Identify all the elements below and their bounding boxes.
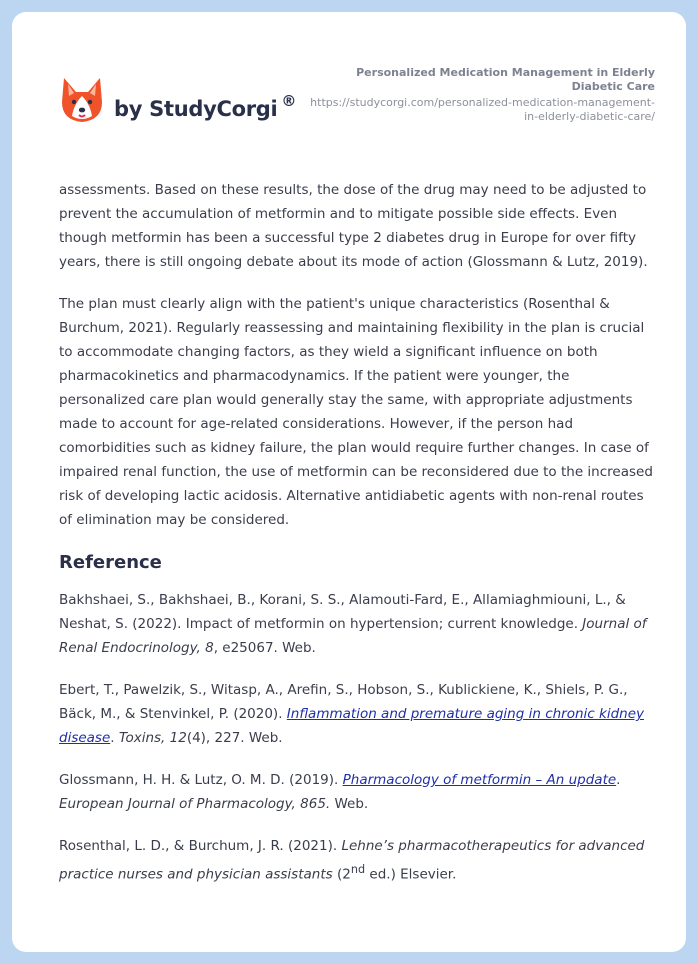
reference-link[interactable]: Pharmacology of metformin – An update xyxy=(342,772,617,788)
document-title: Personalized Medication Management in Elderly Diabetic Care xyxy=(356,66,655,93)
document-url[interactable]: https://studycorgi.com/personalized-medication-management-in-elderly-diabetic-care/ xyxy=(310,96,655,123)
reference-text: Bakhshaei, S., Bakhshaei, B., Korani, S. S., Alamouti-Fard, E., Allamiaghmiouni, L., & Neshat, S. (2022). Impact of metformin on hypertension; current knowledge. xyxy=(59,592,626,632)
document-page xyxy=(12,12,686,952)
studycorgi-logo[interactable] xyxy=(60,76,320,136)
reference-text: Glossmann, H. H. & Lutz, O. M. D. (2019). xyxy=(59,772,343,788)
reference-link[interactable]: Inflammation and premature aging in chronic kidney disease xyxy=(59,706,644,746)
reference-heading: Reference xyxy=(59,552,162,573)
reference-separator: . xyxy=(110,730,119,746)
reference-edition: (2 xyxy=(332,866,351,883)
reference-tail: Web. xyxy=(330,796,369,812)
document-body xyxy=(59,178,659,905)
document-header-info xyxy=(310,66,655,124)
body-paragraph-2: The plan must clearly align with the patient's unique characteristics (Rosenthal & Burchum, 2021). Regularly reassessing and maintaining flexibility in the plan is crucial to accommodate changing factors, as they wield a significant influence on both pharmacokinetics and pharmacodynamics. If the patient were younger, the personalized care plan would generally stay the same, with appropriate adjustments made to account for age-related considerations. However, if the person had comorbidities such as kidney failure, the plan would require further changes. In case of impaired renal function, the use of metformin can be reconsidered due to the increased risk of developing lactic acidosis. Alternative antidiabetic agents with non-renal routes of elimination may be considered. xyxy=(59,296,653,528)
reference-journal: Toxins, 12 xyxy=(118,730,187,746)
logo-wordmark: by StudyCorgi ® xyxy=(114,92,297,121)
reference-tail: ed.) Elsevier. xyxy=(365,866,457,883)
reference-item xyxy=(59,678,659,750)
reference-edition-suffix: nd xyxy=(350,863,366,876)
registered-mark: ® xyxy=(281,92,297,110)
reference-separator: . xyxy=(616,772,621,788)
reference-text: Rosenthal, L. D., & Burchum, J. R. (2021). xyxy=(59,838,342,854)
reference-journal: European Journal of Pharmacology, 865. xyxy=(59,796,331,812)
reference-text: Ebert, T., Pawelzik, S., Witasp, A., Arefin, S., Hobson, S., Kublickiene, K., Shiels, P. G., Bäck, M., & Stenvinkel, P. (2020). xyxy=(59,682,628,722)
reference-item xyxy=(59,768,659,816)
reference-item xyxy=(59,834,659,887)
reference-journal: Journal of Renal Endocrinology, 8 xyxy=(59,616,647,656)
body-paragraph-1: assessments. Based on these results, the dose of the drug may need to be adjusted to prevent the accumulation of metformin and to mitigate possible side effects. Even though metformin has been a successful type 2 diabetes drug in Europe for over fifty years, there is still ongoing debate about its mode of action (Glossmann & Lutz, 2019). xyxy=(59,182,648,270)
reference-book-title: Lehne’s pharmacotherapeutics for advanced practice nurses and physician assistants xyxy=(59,838,645,883)
reference-tail: (4), 227. Web. xyxy=(186,730,283,746)
reference-item xyxy=(59,588,659,660)
corgi-icon xyxy=(60,76,104,126)
reference-tail: , e25067. Web. xyxy=(213,640,316,656)
